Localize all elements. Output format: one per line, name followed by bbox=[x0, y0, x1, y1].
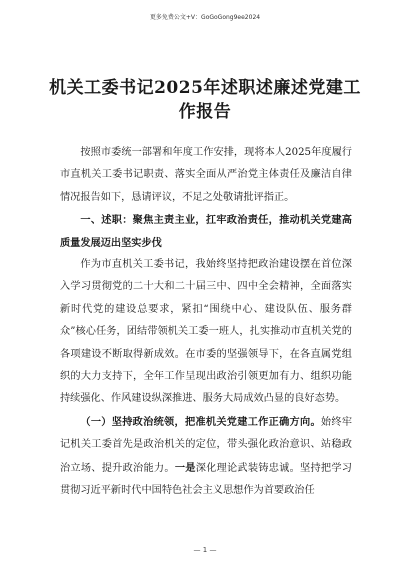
subsection-1-text: 始终牢记机关工委首先是政治机关的定位，带头强化政治意识、站稳政治立场、提升政治能力。 bbox=[60, 416, 353, 474]
intro-paragraph: 按照市委统一部署和年度工作安排，现将本人2025年度履行市直机关工委书记职责、落实全面从严治党主体责任及廉洁自律情况报告如下，恳请评议，不足之处敬请批评指正。 bbox=[60, 147, 352, 203]
subsection-1-heading: （一）坚持政治统领，把准机关党建工作正确方向。 bbox=[80, 415, 321, 428]
document-body bbox=[60, 142, 352, 503]
section-1-heading: 一、述职：聚焦主责主业，扛牢政治责任，推动机关党建高质量发展迈出坚实步伐 bbox=[60, 214, 352, 249]
title-line-1: 机关工委书记2025年述职述廉述党建工 bbox=[49, 78, 361, 98]
subsection-1-bold: 一是 bbox=[174, 461, 196, 474]
page-number: — 1 — bbox=[193, 546, 217, 554]
title-line-2: 作报告 bbox=[178, 102, 232, 122]
subsection-1-paragraph bbox=[60, 411, 352, 503]
header-note: 更多免费公文+V：GoGoGong9ee2024 bbox=[149, 14, 261, 21]
section-1-paragraph: 作为市直机关工委书记，我始终坚持把政治建设摆在首位深入学习贯彻党的二十大和二十届三中、四中全会精神，全面落实新时代党的建设总要求，紧扣“围绕中心、建设队伍、服务群众”核心任务，团结带领机关工委一班人，扎实推动市直机关党的各项建设不断取得新成效。在市委的坚强领导下，在各直属党组织的大力支持下，全年工作呈现出政治引领更加有力、组织功能持续强化、作风建设纵深推进、服务大局成效凸显的良好态势。 bbox=[60, 259, 352, 405]
document-title bbox=[40, 76, 370, 124]
subsection-1-rest: 深化理论武装铸忠诚。坚持把学习贯彻习近平新时代中国特色社会主义思想作为首要政治任 bbox=[60, 462, 352, 497]
